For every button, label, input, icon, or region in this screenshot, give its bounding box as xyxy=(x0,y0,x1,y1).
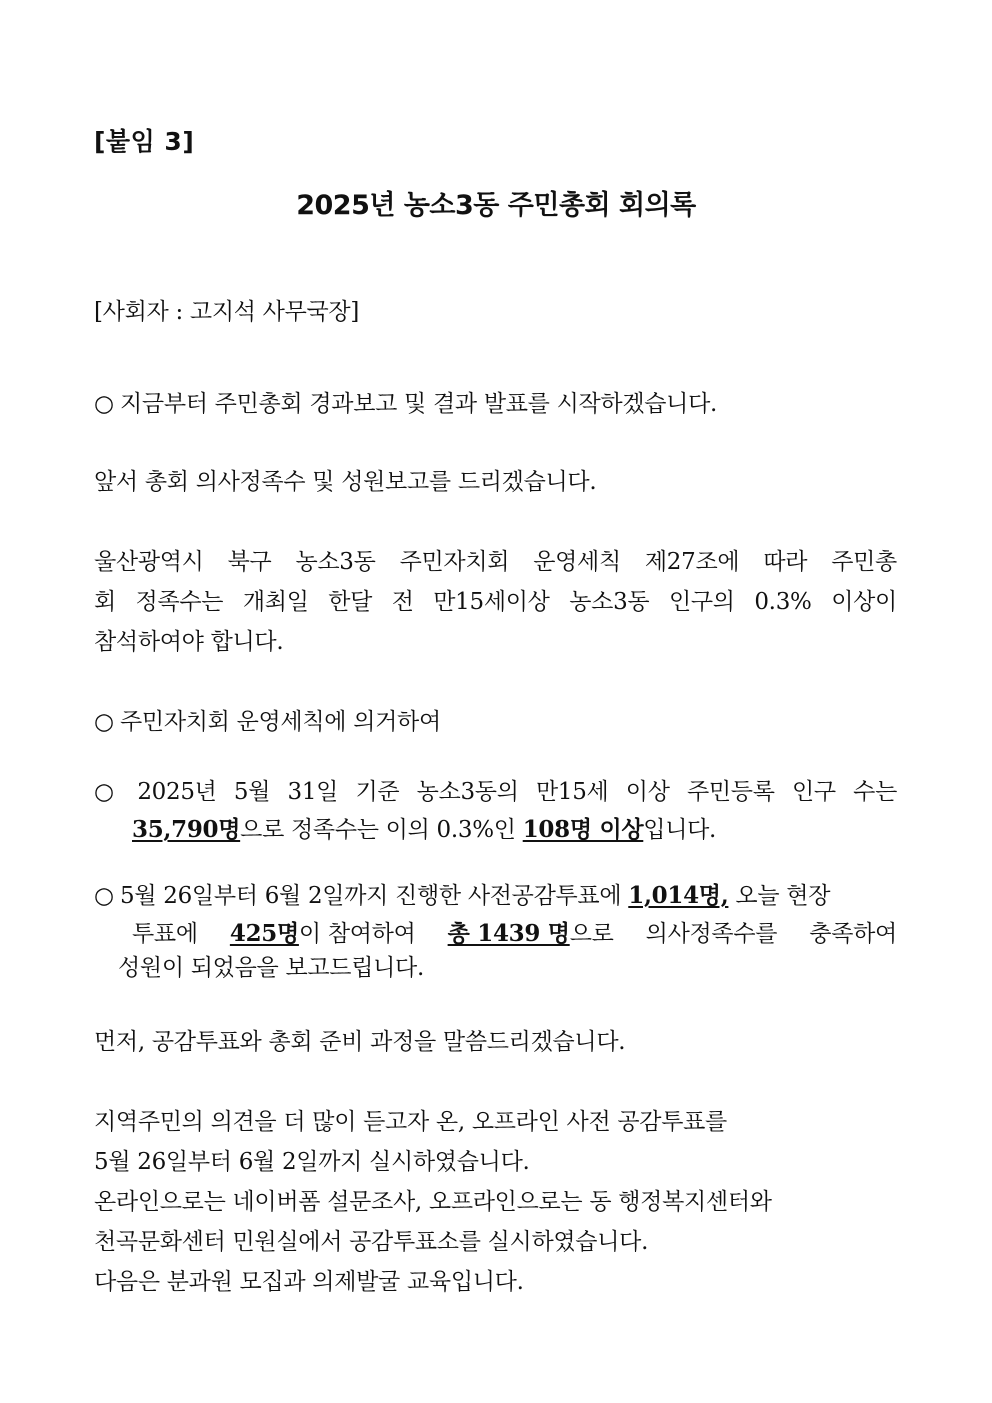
word: 울산광역시 xyxy=(94,549,204,575)
word: 제27조에 xyxy=(644,549,740,575)
paragraph-text: 으로 xyxy=(569,921,614,947)
word: 5월 xyxy=(233,779,271,805)
paragraph-text: 5월 26일부터 6월 2일까지 진행한 사전공감투표에 xyxy=(120,883,629,909)
word: 투표에 xyxy=(132,921,198,947)
paragraph-start-announcement xyxy=(94,384,717,424)
quorum-threshold: 108명 이상 xyxy=(522,816,644,843)
word: 회 xyxy=(94,589,116,615)
paragraph-preparation-intro: 먼저, 공감투표와 총회 준비 과정을 말씀드리겠습니다. xyxy=(94,1029,626,1055)
word: 만15세 xyxy=(535,779,609,805)
paragraph-quorum-intro: 앞서 총회 의사정족수 및 성원보고를 드리겠습니다. xyxy=(94,469,597,495)
paragraph-survey-line-5: 다음은 분과원 모집과 의제발굴 교육입니다. xyxy=(94,1269,524,1295)
bullet-circle: ○ xyxy=(94,709,114,735)
paragraph-population-line-1 xyxy=(94,772,897,812)
paragraph-survey-line-2: 5월 26일부터 6월 2일까지 실시하였습니다. xyxy=(94,1149,530,1175)
bullet-circle: ○ xyxy=(94,883,114,909)
word: 주민자치회 xyxy=(399,549,510,575)
paragraph-bylaw-line-1 xyxy=(94,542,897,582)
onsite-vote-count: 425명 xyxy=(229,920,299,947)
word: 기준 xyxy=(355,779,400,805)
word: 농소3동 xyxy=(295,549,376,575)
word: 수는 xyxy=(853,779,897,805)
word: 이상이 xyxy=(831,589,897,615)
word: 운영세칙 xyxy=(533,549,621,575)
paragraph-text: 지금부터 주민총회 경과보고 및 결과 발표를 시작하겠습니다. xyxy=(120,391,718,417)
paragraph-text: 입니다. xyxy=(643,817,717,843)
word: 이상 xyxy=(625,779,670,805)
paragraph-survey-line-4: 천곡문화센터 민원실에서 공감투표소를 실시하였습니다. xyxy=(94,1229,649,1255)
paragraph-votes-line-3: 성원이 되었음을 보고드립니다. xyxy=(118,955,424,981)
moderator-line: [사회자 : 고지석 사무국장] xyxy=(94,299,360,325)
paragraph-text: 으로 정족수는 이의 0.3%인 xyxy=(240,817,523,843)
population-count: 35,790명 xyxy=(132,816,241,843)
paragraph-bylaw-line-2 xyxy=(94,582,897,622)
paragraph-text: 오늘 현장 xyxy=(728,883,831,909)
document-title: 2025년 농소3동 주민총회 회의록 xyxy=(296,190,696,221)
bullet-circle: ○ xyxy=(94,779,114,805)
word: 농소3동 xyxy=(569,589,650,615)
word: 북구 xyxy=(227,549,272,575)
paragraph-bylaw-line-3: 참석하여야 합니다. xyxy=(94,629,284,655)
word: 만15세이상 xyxy=(433,589,550,615)
attachment-label: [붙임 3] xyxy=(94,127,195,156)
paragraph-text: 이 참여하여 xyxy=(298,921,416,947)
word: 인구 xyxy=(791,779,836,805)
word: 0.3% xyxy=(754,589,812,615)
word: 주민총 xyxy=(831,549,897,575)
paragraph-population-line-2 xyxy=(132,810,716,850)
word: 농소3동의 xyxy=(416,779,519,805)
word: 개최일 xyxy=(242,589,309,615)
word: 31일 xyxy=(287,779,339,805)
paragraph-votes-line-1 xyxy=(94,876,830,916)
paragraph-survey-line-3: 온라인으로는 네이버폼 설문조사, 오프라인으로는 동 행정복지센터와 xyxy=(94,1189,772,1215)
bullet-circle: ○ xyxy=(94,391,114,417)
advance-vote-count: 1,014명, xyxy=(628,882,729,909)
word: 2025년 xyxy=(137,779,217,805)
word: 인구의 xyxy=(668,589,735,615)
word xyxy=(448,914,614,954)
paragraph-pursuant-bylaws xyxy=(94,702,441,742)
paragraph-text: 주민자치회 운영세칙에 의거하여 xyxy=(120,709,441,735)
word: 한달 xyxy=(328,589,373,615)
word: 전 xyxy=(391,589,414,615)
word: 충족하여 xyxy=(809,921,897,947)
word: 주민등록 xyxy=(686,779,775,805)
word: 따라 xyxy=(763,549,808,575)
word: 정족수는 xyxy=(135,589,224,615)
paragraph-survey-line-1: 지역주민의 의견을 더 많이 듣고자 온, 오프라인 사전 공감투표를 xyxy=(94,1109,727,1135)
word: 의사정족수를 xyxy=(645,921,778,947)
total-vote-count: 총 1439 명 xyxy=(447,920,570,947)
